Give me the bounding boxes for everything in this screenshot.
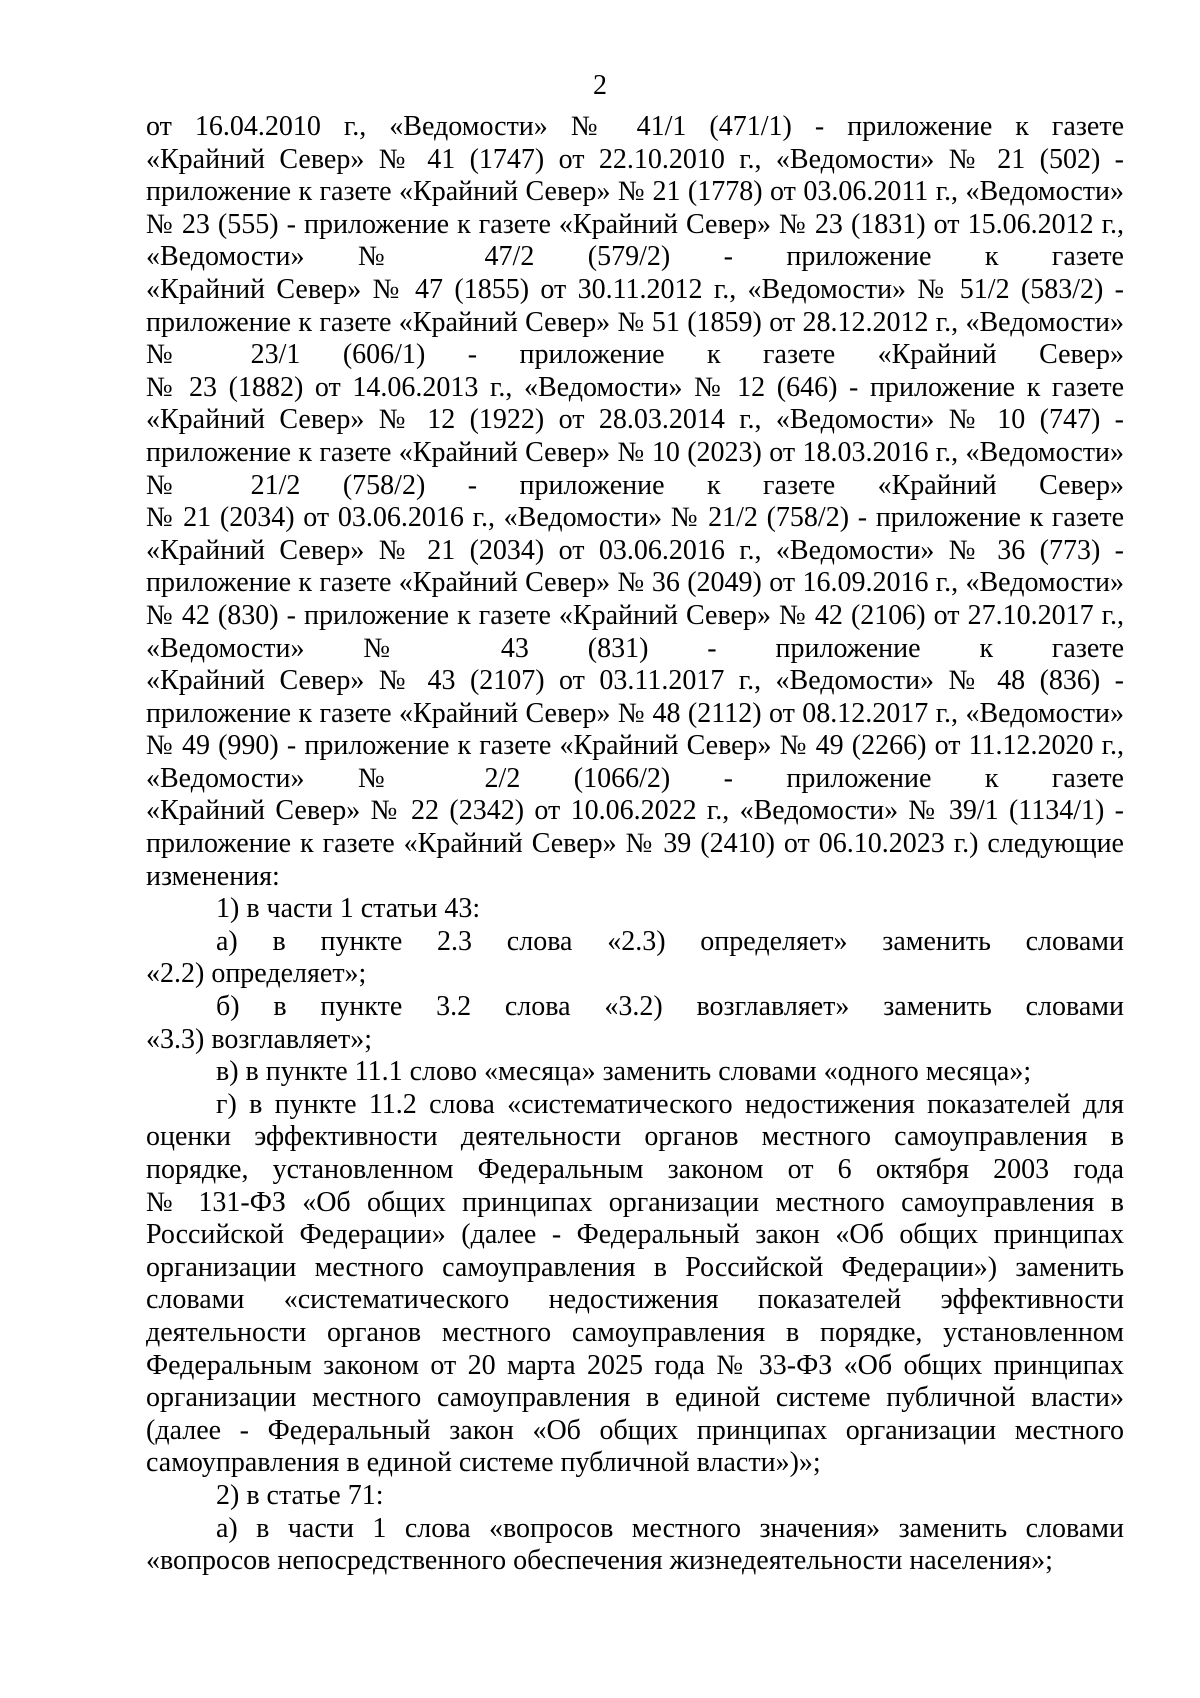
text-line: словами «систематического недостижения показателей эффективности [146, 1284, 1124, 1316]
text-line: а) в части 1 слова «вопросов местного значения» заменить словами [216, 1512, 1124, 1544]
text-line: «Крайний Север» № 21 (2034) от 03.06.2016 г., «Ведомости» № 36 (773) - [146, 534, 1124, 566]
text-line: организации местного самоуправления в единой системе публичной власти» [146, 1382, 1124, 1414]
text-line: 1) в части 1 статьи 43: [216, 893, 481, 925]
text-line: 2) в статье 71: [216, 1479, 384, 1511]
text-line: Российской Федерации» (далее - Федеральный закон «Об общих принципах [146, 1219, 1124, 1251]
text-line: приложение к газете «Крайний Север» № 39 (2410) от 06.10.2023 г.) следующие [146, 828, 1124, 860]
text-line: приложение к газете «Крайний Север» № 10 (2023) от 18.03.2016 г., «Ведомости» [146, 436, 1124, 468]
text-line: самоуправления в единой системе публичной власти»)»; [146, 1447, 821, 1479]
text-line: № 131-ФЗ «Об общих принципах организации местного самоуправления в [146, 1186, 1124, 1218]
text-line: «Ведомости» № 43 (831) - приложение к газете [146, 632, 1124, 664]
text-line: приложение к газете «Крайний Север» № 36 (2049) от 16.09.2016 г., «Ведомости» [146, 567, 1124, 599]
text-line: изменения: [146, 860, 280, 892]
text-line: № 21/2 (758/2) - приложение к газете «Крайний Север» [146, 469, 1124, 501]
text-line: г) в пункте 11.2 слова «систематического недостижения показателей для [216, 1088, 1124, 1120]
text-line: «Ведомости» № 47/2 (579/2) - приложение к газете [146, 241, 1124, 273]
document-body [146, 111, 1124, 1578]
text-line: «Крайний Север» № 43 (2107) от 03.11.2017 г., «Ведомости» № 48 (836) - [146, 665, 1124, 697]
text-line: Федеральным законом от 20 марта 2025 года № 33-ФЗ «Об общих принципах [146, 1349, 1124, 1381]
text-line: приложение к газете «Крайний Север» № 48 (2112) от 08.12.2017 г., «Ведомости» [146, 697, 1124, 729]
text-line: «Крайний Север» № 41 (1747) от 22.10.2010 г., «Ведомости» № 21 (502) - [146, 143, 1124, 175]
text-line: б) в пункте 3.2 слова «3.2) возглавляет» заменить словами [216, 991, 1124, 1023]
text-line: «2.2) определяет»; [146, 958, 367, 990]
text-line: № 23 (555) - приложение к газете «Крайний Север» № 23 (1831) от 15.06.2012 г., [146, 208, 1124, 240]
text-line: а) в пункте 2.3 слова «2.3) определяет» заменить словами [216, 925, 1124, 957]
text-line: № 23 (1882) от 14.06.2013 г., «Ведомости» № 12 (646) - приложение к газете [146, 371, 1124, 403]
text-line: «Крайний Север» № 12 (1922) от 28.03.2014 г., «Ведомости» № 10 (747) - [146, 404, 1124, 436]
text-line: приложение к газете «Крайний Север» № 21 (1778) от 03.06.2011 г., «Ведомости» [146, 176, 1124, 208]
text-line: от 16.04.2010 г., «Ведомости» № 41/1 (471/1) - приложение к газете [146, 111, 1124, 142]
page-number: 2 [593, 70, 607, 101]
text-line: № 23/1 (606/1) - приложение к газете «Крайний Север» [146, 339, 1124, 371]
text-line: в) в пункте 11.1 слово «месяца» заменить словами «одного месяца»; [216, 1056, 1032, 1088]
text-line: порядке, установленном Федеральным законом от 6 октября 2003 года [146, 1154, 1124, 1185]
text-line: «вопросов непосредственного обеспечения жизнедеятельности населения»; [146, 1545, 1053, 1577]
text-line: деятельности органов местного самоуправления в порядке, установленном [146, 1316, 1124, 1348]
text-line: № 42 (830) - приложение к газете «Крайний Север» № 42 (2106) от 27.10.2017 г., [146, 599, 1124, 631]
text-line: (далее - Федеральный закон «Об общих принципах организации местного [146, 1414, 1124, 1446]
text-line: «3.3) возглавляет»; [146, 1023, 373, 1055]
text-line: № 21 (2034) от 03.06.2016 г., «Ведомости» № 21/2 (758/2) - приложение к газете [146, 502, 1124, 534]
text-line: приложение к газете «Крайний Север» № 51 (1859) от 28.12.2012 г., «Ведомости» [146, 306, 1124, 338]
text-line: № 49 (990) - приложение к газете «Крайний Север» № 49 (2266) от 11.12.2020 г., [146, 730, 1124, 762]
text-line: «Крайний Север» № 22 (2342) от 10.06.2022 г., «Ведомости» № 39/1 (1134/1) - [146, 795, 1124, 827]
text-line: «Ведомости» № 2/2 (1066/2) - приложение к газете [146, 762, 1124, 794]
text-line: организации местного самоуправления в Российской Федерации») заменить [146, 1251, 1124, 1283]
text-line: оценки эффективности деятельности органов местного самоуправления в [146, 1121, 1124, 1153]
text-line: «Крайний Север» № 47 (1855) от 30.11.2012 г., «Ведомости» № 51/2 (583/2) - [146, 273, 1124, 305]
